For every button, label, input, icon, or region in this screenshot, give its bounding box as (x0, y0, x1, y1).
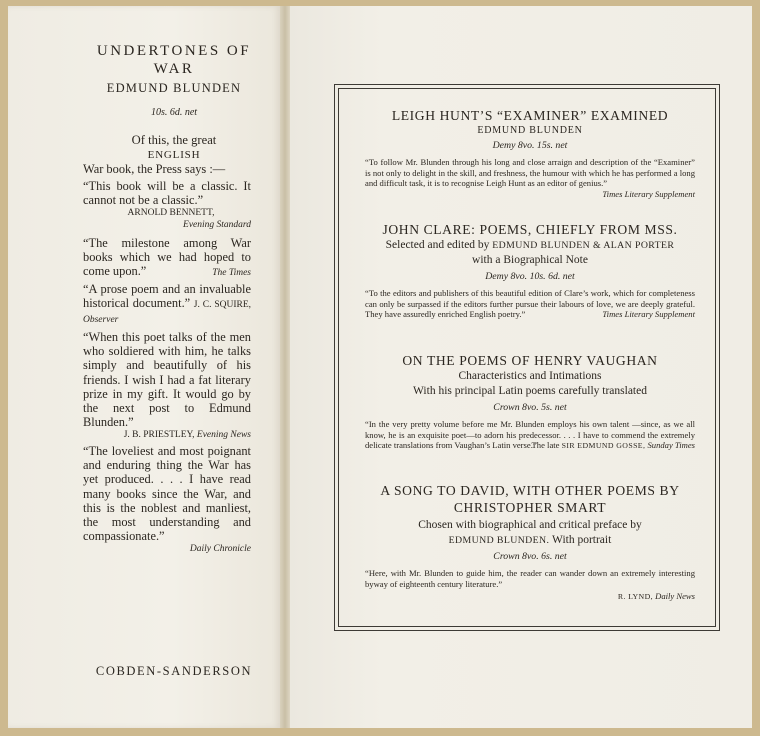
entry-price: Demy 8vo. 15s. net (492, 140, 568, 151)
book-entry-john-clare (365, 221, 695, 320)
entry-author: EDMUND BLUNDEN (477, 125, 583, 136)
review-attribution-name: J. B. PRIESTLEY, (123, 430, 195, 441)
entry-subtitle-1: Characteristics and Intimations (458, 370, 602, 382)
book-price: 10s. 6d. net (150, 107, 198, 118)
book-entry-examiner (365, 107, 695, 199)
entry-title: ON THE POEMS OF HENRY VAUGHAN (402, 353, 658, 368)
entry-quote-source-name: R. LYND, (617, 592, 653, 602)
entry-subtitle-suffix: With portrait (552, 534, 612, 546)
entry-quote: “In the very pretty volume before me Mr. Blunden employs his own talent —since, as we all know, he is an exquisite poet—to adorn his predecessor. . . . I have to commend the extremely delicate translations from Vaughan’s Latin verse.” (365, 419, 695, 451)
review-attribution-name: ARNOLD BENNETT, (127, 208, 215, 219)
review-attribution-source: Daily Chronicle (189, 544, 251, 555)
book-entry-henry-vaughan (365, 352, 695, 452)
review-text: “The loveliest and most poignant and enduring thing the War has yet produced. . . . I have read many books since the War, and this is the noblest and manliest, the most understanding and compassionate.” (83, 444, 251, 544)
review-attribution-source: Observer (83, 315, 119, 326)
entry-title: JOHN CLARE: POEMS, CHIEFLY FROM MSS. (382, 222, 678, 237)
review-attribution-source: Evening Standard (183, 220, 251, 231)
intro-line-2: ENGLISH (147, 149, 201, 161)
book-entry-song-to-david (365, 482, 695, 603)
intro-line-1: Of this, the great (131, 133, 217, 147)
entry-title-line2: CHRISTOPHER SMART (453, 500, 607, 515)
review-text: “This book will be a classic. It cannot not be a classic.” (83, 179, 251, 208)
entry-price: Demy 8vo. 10s. 6d. net (485, 271, 575, 282)
entry-subtitle-2: with a Biographical Note (472, 254, 588, 266)
entry-quote: “To the editors and publishers of this beautiful edition of Clare’s work, which for completeness can only be surpassed if the editors further pursue their labours of love, we are deeply grateful. They have assuredly enriched English poetry.” (365, 288, 695, 320)
entry-quote: “Here, with Mr. Blunden to guide him, the reader can wander down an extremely interesting byway of eighteenth century literature.” (365, 568, 695, 589)
entry-price: Crown 8vo. 6s. net (493, 551, 567, 562)
review-5 (83, 444, 251, 555)
publisher-imprint: COBDEN-SANDERSON (95, 664, 253, 678)
review-attribution-source: The Times (212, 267, 251, 278)
entry-quote-source-name: SIR EDMUND GOSSE, (561, 441, 646, 451)
entry-quote-source-prefix: The late (531, 440, 560, 451)
entry-editors: EDMUND BLUNDEN & ALAN PORTER (492, 240, 675, 251)
entry-quote-source-pub: Sunday Times (647, 440, 695, 451)
entry-title-line1: A SONG TO DAVID, WITH OTHER POEMS BY (380, 483, 680, 498)
book-author: EDMUND BLUNDEN (106, 81, 242, 95)
entry-subtitle-1: Chosen with biographical and critical preface by (418, 519, 642, 531)
review-text: “The milestone among War books which we had hoped to come upon.” (83, 236, 251, 279)
review-2 (83, 236, 251, 279)
entry-quote: “To follow Mr. Blunden through his long and close arraign and description of the “Examiner” is not only to delight in the skill, and freshness, the humour with which he has performed a long and difficult task, it is to recognise Leigh Hunt as an editor of genius.” (365, 157, 695, 189)
review-1 (83, 179, 251, 231)
entry-editor: EDMUND BLUNDEN. (448, 535, 550, 546)
advertisement-frame (334, 84, 720, 631)
entry-subtitle-prefix: Selected and edited by (385, 239, 490, 251)
intro-line-3: War book, the Press says :— (83, 162, 226, 176)
book-title-line2: WAR (153, 61, 195, 77)
review-text: “A prose poem and an invaluable historical document.” (83, 282, 251, 311)
review-attribution-source: Evening News (196, 430, 251, 441)
entry-price: Crown 8vo. 5s. net (493, 402, 567, 413)
entry-title: LEIGH HUNT’S “EXAMINER” EXAMINED (391, 108, 669, 123)
entry-subtitle-2: With his principal Latin poems carefully translated (413, 385, 647, 397)
review-3 (83, 282, 251, 327)
entry-quote-source-pub: Daily News (655, 591, 695, 602)
entry-quote-source: Times Literary Supplement (602, 309, 695, 320)
review-attribution-name: J. C. SQUIRE, (193, 300, 251, 311)
review-text: “When this poet talks of the men who soldiered with him, he talks simply and beautifully of his friends. I wish I had a fat literary prize in my gift. It would go by the next post to Edmund Blunden.” (83, 330, 251, 430)
review-4 (83, 330, 251, 441)
book-title-line1: UNDERTONES OF (96, 43, 252, 59)
entry-quote-source: Times Literary Supplement (602, 188, 695, 199)
